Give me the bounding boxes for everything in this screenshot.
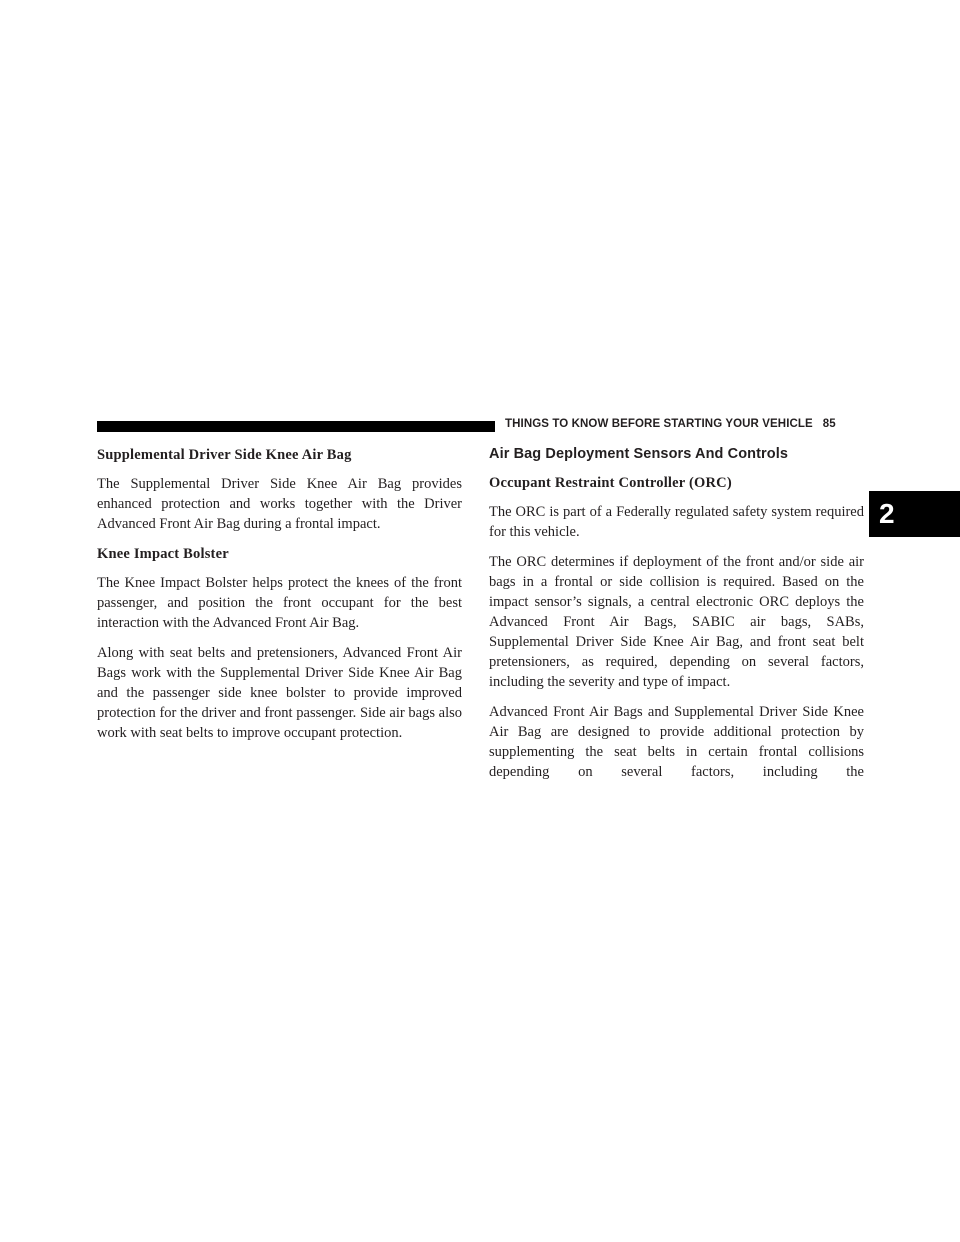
- paragraph: The Supplemental Driver Side Knee Air Bag provides enhanced protection and works together with the Driver Advanced Front Air Bag during a frontal impact.: [97, 476, 462, 532]
- header-rule: [97, 421, 495, 432]
- chapter-tab: 2: [869, 491, 960, 537]
- paragraph: The Knee Impact Bolster helps protect the knees of the front passenger, and position the front occupant for the best interaction with the Advanced Front Air Bag.: [97, 575, 462, 631]
- running-header: [505, 418, 836, 430]
- paragraph: Along with seat belts and pretensioners, Advanced Front Air Bags work with the Supplemental Driver Side Knee Air Bag and the passenger side knee bolster to provide improved protection for the driver and front passenger. Side air bags also work with seat belts to improve occupant protection.: [97, 645, 462, 741]
- section-heading: Air Bag Deployment Sensors And Controls: [489, 446, 789, 462]
- paragraph: The ORC determines if deployment of the front and/or side air bags in a frontal or side collision is required. Based on the impact sensor’s signals, a central electronic ORC deploys the Advanced Front Air Bags, SABIC air bags, SABs, Supplemental Driver Side Knee Air Bag, and front seat belt pretensioners, as required, depending on several factors, including the severity and type of impact.: [489, 554, 864, 690]
- paragraph: Advanced Front Air Bags and Supplemental Driver Side Knee Air Bag are designed to provide additional protection by supplementing the seat belts in certain frontal collisions depending on several factors, including the: [489, 704, 864, 780]
- heading-orc: Occupant Restraint Controller (ORC): [489, 475, 732, 491]
- page-number: 85: [822, 418, 836, 430]
- right-column: [489, 445, 864, 792]
- heading-knee-impact-bolster: Knee Impact Bolster: [97, 546, 229, 562]
- left-column: [97, 445, 462, 753]
- header-title: THINGS TO KNOW BEFORE STARTING YOUR VEHICLE: [505, 418, 813, 430]
- heading-knee-air-bag: Supplemental Driver Side Knee Air Bag: [97, 447, 352, 463]
- paragraph: The ORC is part of a Federally regulated safety system required for this vehicle.: [489, 504, 864, 540]
